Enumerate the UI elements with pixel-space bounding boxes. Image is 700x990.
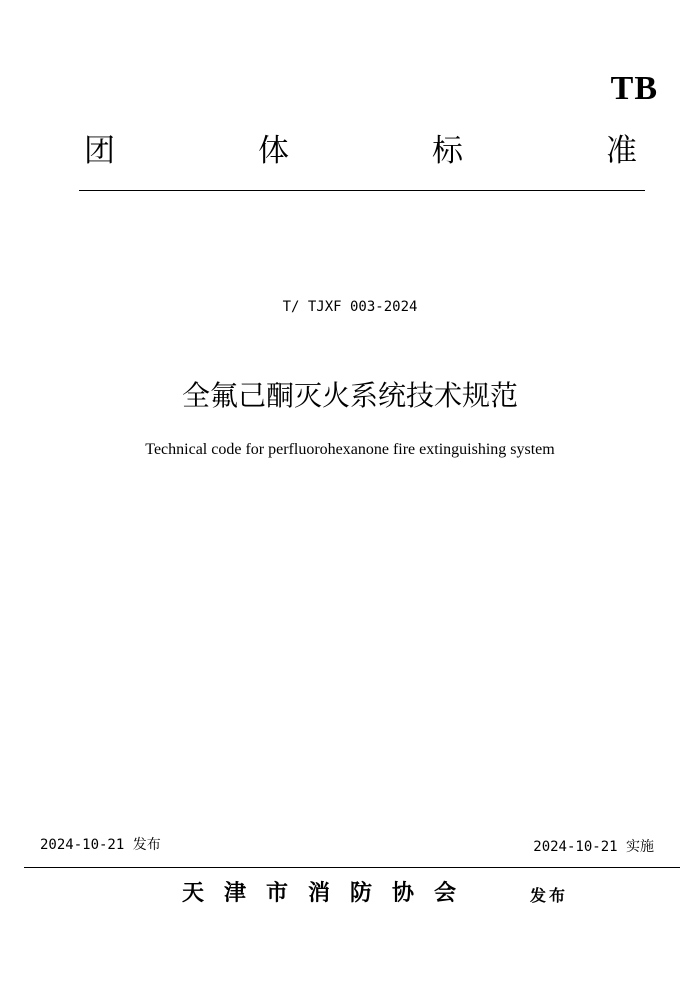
standard-mark: TB: [610, 70, 658, 107]
standard-type-char: 团: [84, 133, 115, 169]
implementation-label: 实施: [626, 839, 654, 855]
standard-number: T/ TJXF 003-2024: [282, 299, 418, 315]
standard-type-heading: [84, 133, 637, 169]
document-title-english: Technical code for perfluorohexanone fire extinguishing system: [145, 441, 555, 458]
issue-date-line: [40, 838, 161, 852]
standard-type-char: 准: [606, 133, 637, 169]
standard-type-char: 标: [432, 133, 463, 169]
implementation-date-line: [533, 840, 654, 854]
publisher-label: 发布: [530, 886, 569, 905]
standard-type-char: 体: [258, 133, 289, 169]
issue-label: 发布: [132, 837, 161, 853]
header-divider: [79, 190, 645, 191]
implementation-date: 2024-10-21: [533, 839, 618, 855]
issue-date: 2024-10-21: [40, 837, 125, 853]
footer-divider: [24, 867, 680, 868]
publisher-name: 天津市消防协会: [182, 881, 477, 906]
document-title-chinese: 全氟己酮灭火系统技术规范: [181, 379, 518, 412]
